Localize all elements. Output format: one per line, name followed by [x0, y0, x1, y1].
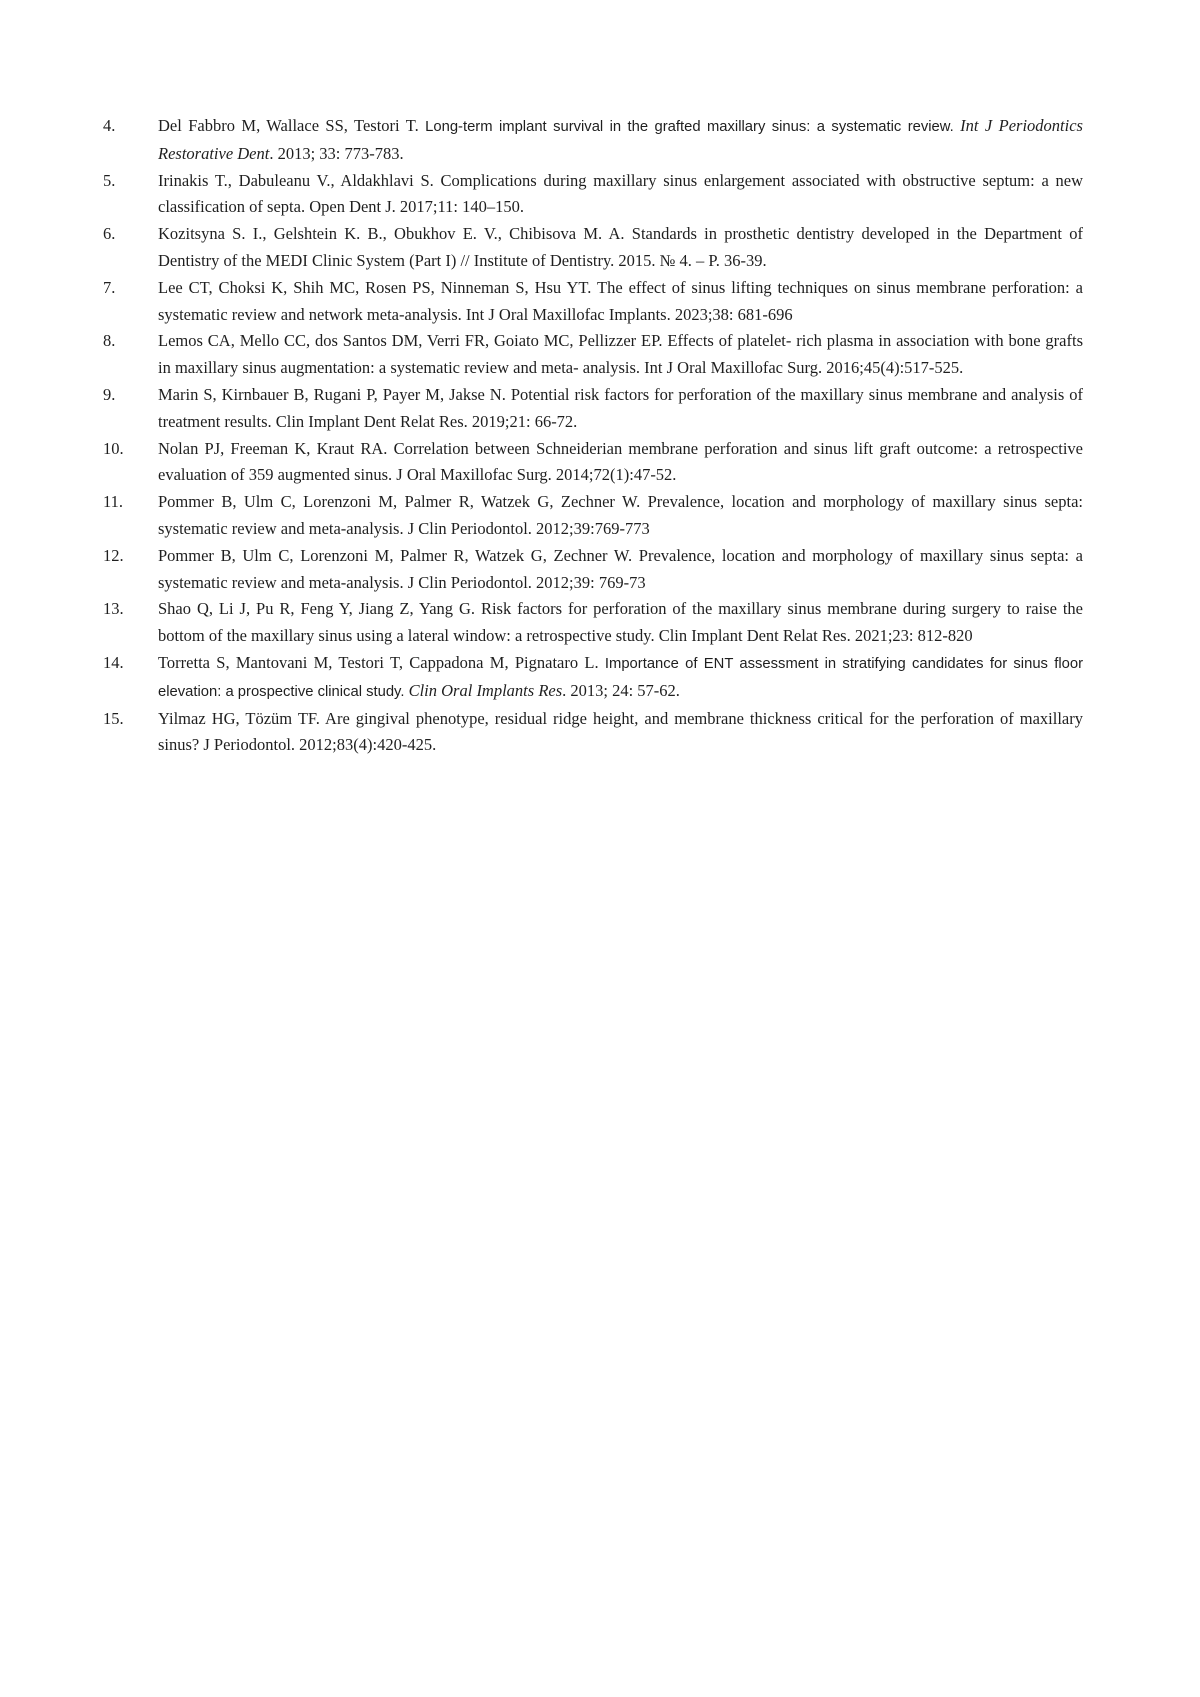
text-segment: Long-term implant survival in the grafted maxillary sinus: a systematic review. [425, 119, 961, 135]
text-segment: Marin S, Kirnbauer B, Rugani P, Payer M, Jakse N. Potential risk factors for perforation of the maxillary sinus membrane and analysis of treatment results. Clin Implant Dent Relat Res. 2019;21: 66-72. [158, 384, 1083, 431]
reference-text [158, 653, 1083, 700]
reference-text [158, 385, 1083, 431]
reference-item [103, 328, 1083, 382]
reference-item [103, 706, 1083, 760]
reference-number: 14. [103, 652, 124, 672]
reference-number: 5. [103, 170, 116, 190]
reference-number: 13. [103, 599, 124, 619]
text-segment: Shao Q, Li J, Pu R, Feng Y, Jiang Z, Yang G. Risk factors for perforation of the maxillary sinus membrane during surgery to raise the bottom of the maxillary sinus using a lateral window: a retrospective study. Clin Implant Dent Relat Res. 2021;23: 812-820 [158, 599, 1083, 646]
text-segment: Pommer B, Ulm C, Lorenzoni M, Palmer R, Watzek G, Zechner W. Prevalence, location and morphology of maxillary sinus septa: systematic review and meta-analysis. J Clin Periodontol. 2012;39:769-773 [158, 492, 1083, 538]
reference-number: 9. [103, 384, 116, 404]
text-segment: Lemos CA, Mello CC, dos Santos DM, Verri FR, Goiato MC, Pellizzer EP. Effects of platelet- rich plasma in association with bone grafts in maxillary sinus augmentation: a systematic review and meta- analysis. Int J Oral Maxillofac Surg. 2016;45(4):517-525. [158, 331, 1083, 378]
text-segment: Yilmaz HG, Tözüm TF. Are gingival phenotype, residual ridge height, and membrane thickness critical for the perforation of maxillary sinus? J Periodontol. 2012;83(4):420-425. [158, 708, 1083, 755]
text-segment: Lee CT, Choksi K, Shih MC, Rosen PS, Ninneman S, Hsu YT. The effect of sinus lifting techniques on sinus membrane perforation: a systematic review and network meta-analysis. Int J Oral Maxillofac Implants. 2023;38: 681-696 [158, 277, 1083, 324]
reference-text [158, 546, 1083, 592]
text-segment: Int J Periodontics Restorative Dent [158, 116, 1083, 163]
reference-item [103, 650, 1083, 706]
reference-text [158, 599, 1083, 645]
reference-number: 10. [103, 438, 124, 458]
text-segment: Kozitsyna S. I., Gelshtein K. B., Obukhov E. V., Chibisova M. A. Standards in prosthetic dentistry developed in the Department of Dentistry of the MEDI Clinic System (Part I) // Institute of Dentistry. 2015. № 4. – P. 36-39. [158, 224, 1083, 270]
reference-number: 7. [103, 277, 116, 297]
reference-item [103, 168, 1083, 222]
text-segment: Pommer B, Ulm C, Lorenzoni M, Palmer R, Watzek G, Zechner W. Prevalence, location and morphology of maxillary sinus septa: a systematic review and meta-analysis. J Clin Periodontol. 2012;39: 769-73 [158, 545, 1083, 592]
reference-text [158, 224, 1083, 270]
text-segment: Clin Oral Implants Res [408, 680, 563, 700]
reference-item [103, 436, 1083, 490]
reference-item [103, 543, 1083, 597]
reference-number: 4. [103, 116, 116, 135]
reference-number: 8. [103, 331, 116, 351]
text-segment: Torretta S, Mantovani M, Testori T, Cappadona M, Pignataro L. [158, 652, 605, 672]
reference-text [158, 439, 1083, 485]
reference-number: 11. [103, 492, 124, 512]
reference-text [158, 116, 1083, 163]
text-segment: Irinakis T., Dabuleanu V., Aldakhlavi S. Complications during maxillary sinus enlargement associated with obstructive septum: a new classification of septa. Open Dent J. 2017;11: 140–150. [158, 170, 1083, 217]
reference-item [103, 489, 1083, 543]
reference-number: 12. [103, 545, 124, 565]
reference-text [158, 492, 1083, 538]
reference-list [103, 113, 1083, 759]
reference-text [158, 171, 1083, 217]
text-segment: . 2013; 24: 57-62. [562, 680, 680, 700]
text-segment: Importance of ENT assessment in stratifying candidates for sinus floor elevation: a prospective clinical study. [158, 655, 1084, 700]
reference-text [158, 709, 1083, 755]
text-segment: Nolan PJ, Freeman K, Kraut RA. Correlation between Schneiderian membrane perforation and sinus lift graft outcome: a retrospective evaluation of 359 augmented sinus. J Oral Maxillofac Surg. 2014;72(1):47-52. [158, 438, 1083, 485]
reference-item [103, 596, 1083, 650]
reference-item [103, 382, 1083, 436]
reference-number: 6. [103, 224, 116, 244]
reference-number: 15. [103, 708, 124, 728]
reference-text [158, 278, 1083, 324]
text-segment: Del Fabbro M, Wallace SS, Testori T. [158, 116, 426, 135]
text-segment: . 2013; 33: 773-783. [269, 143, 404, 163]
reference-item [103, 221, 1083, 275]
reference-text [158, 331, 1083, 377]
reference-item [103, 275, 1083, 329]
reference-item [103, 113, 1083, 168]
